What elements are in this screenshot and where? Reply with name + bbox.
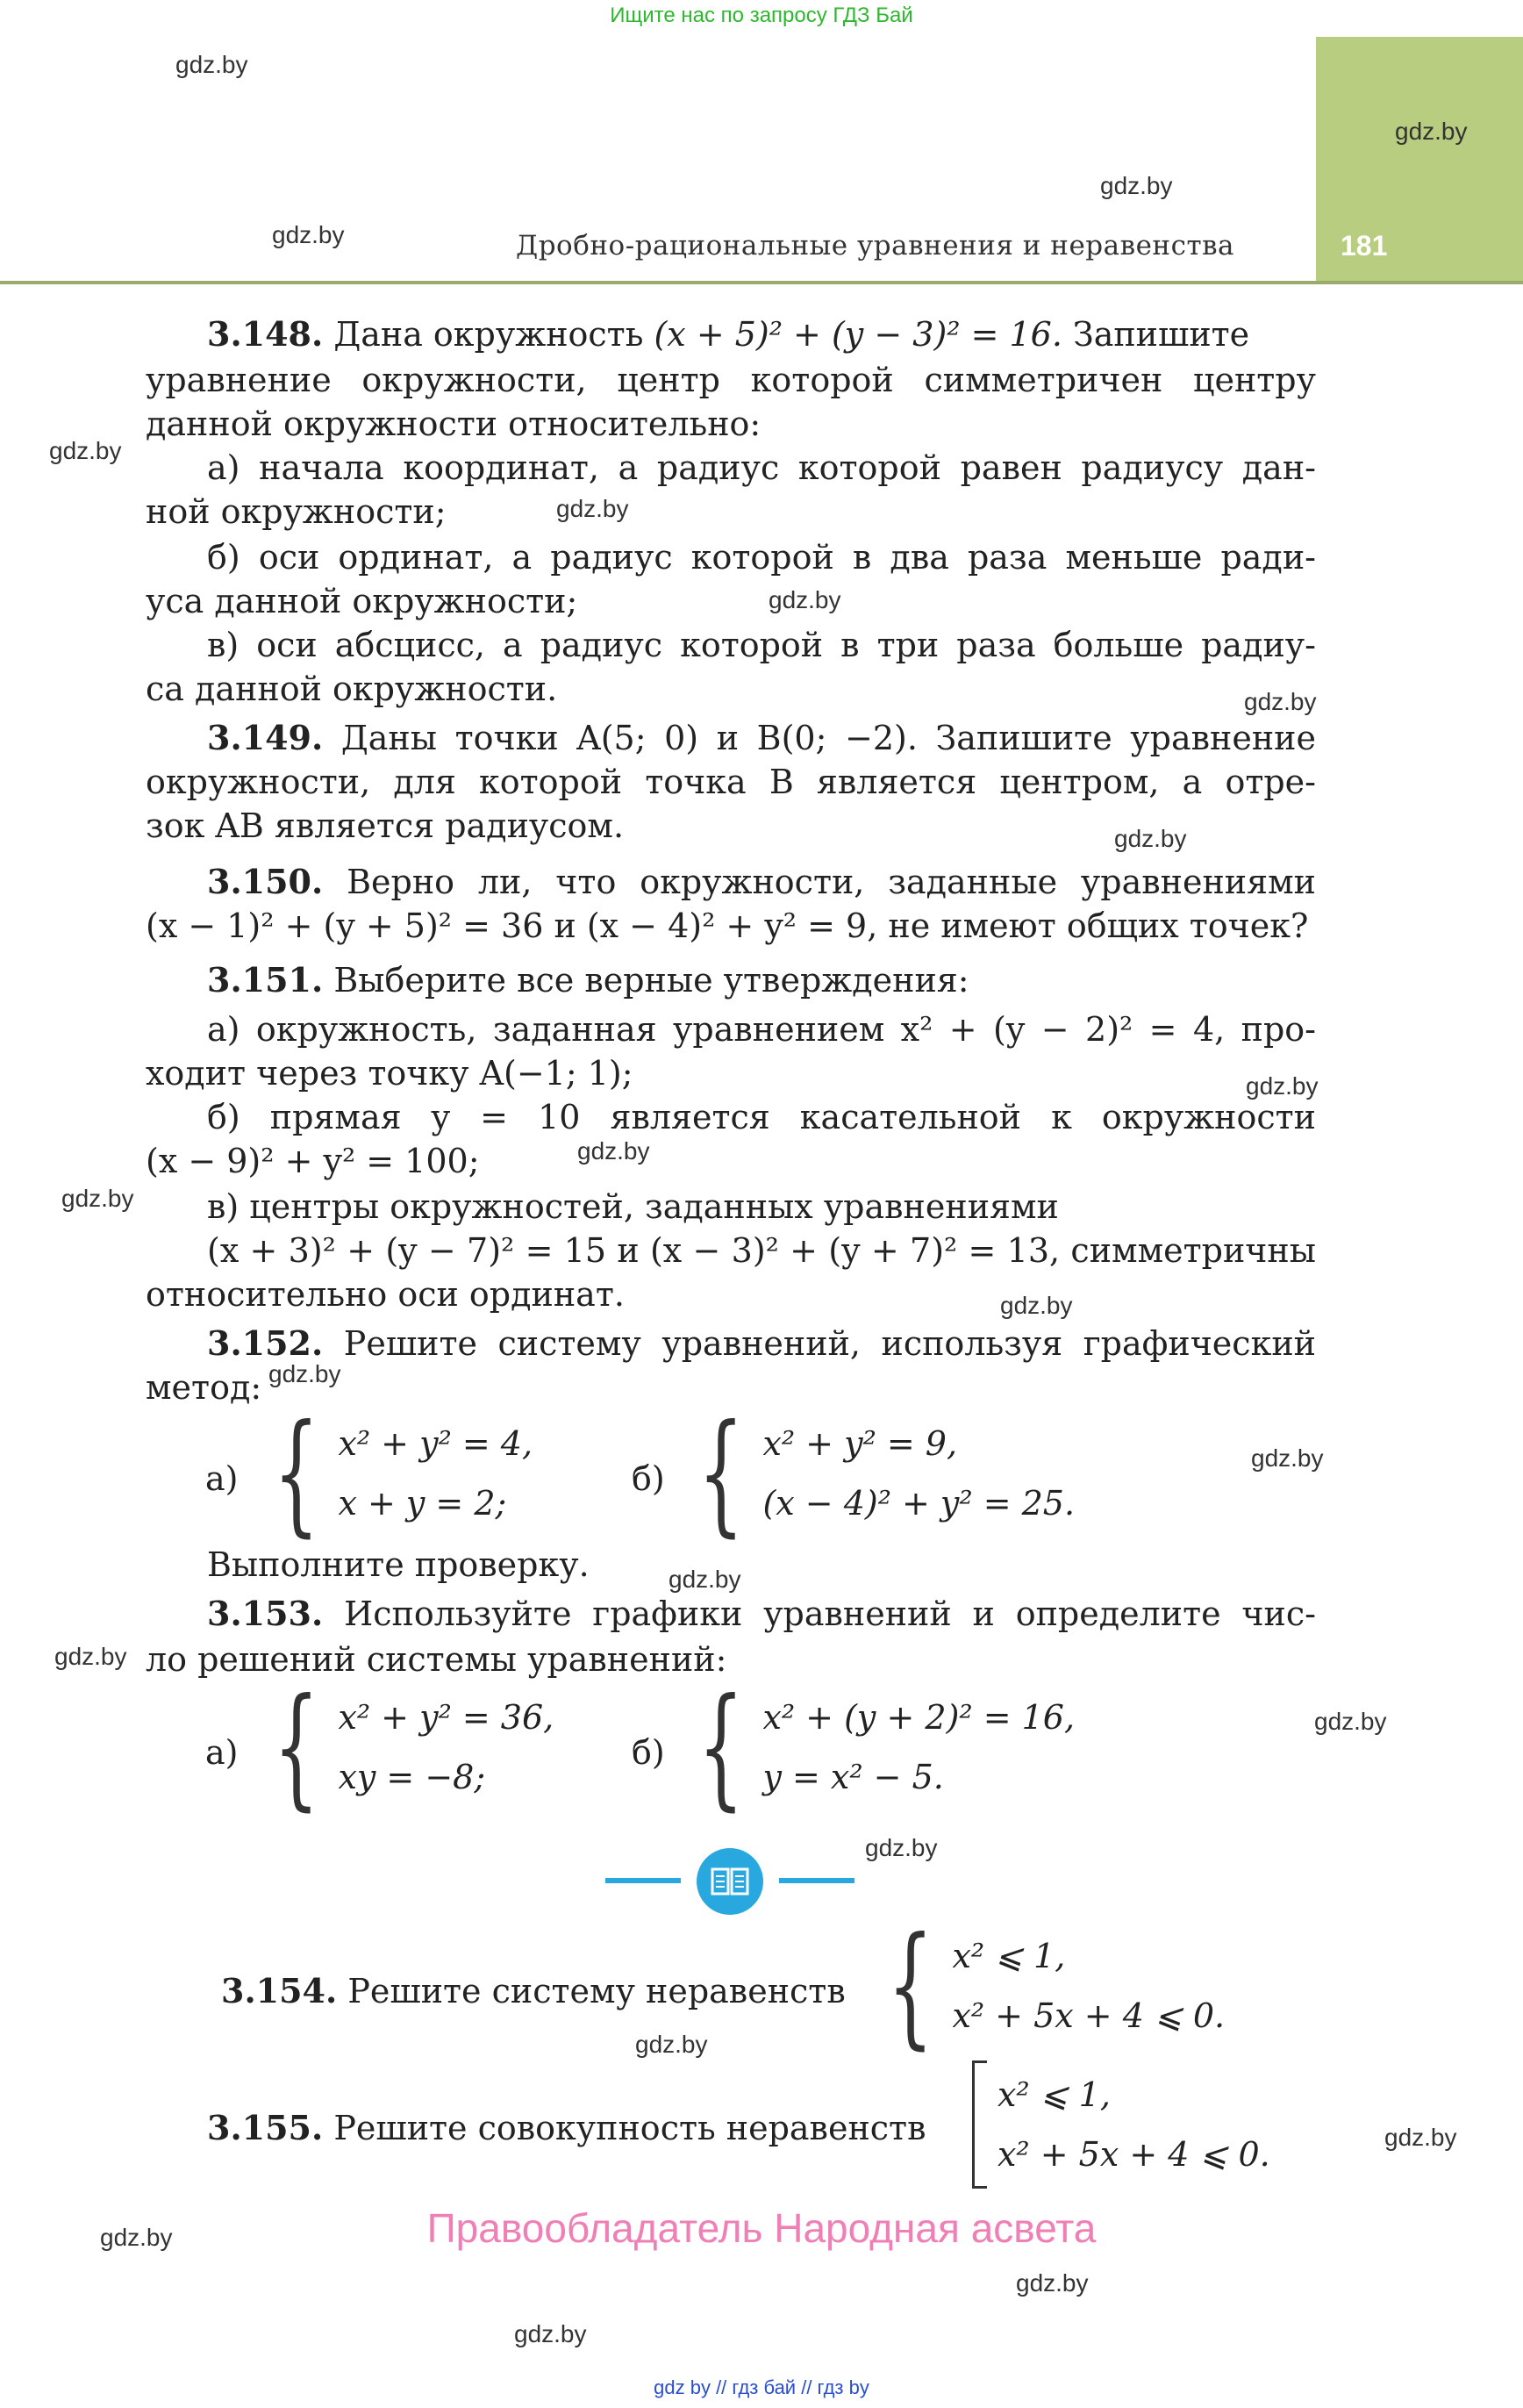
left-brace: { — [273, 1671, 319, 1824]
left-square-bracket — [972, 2060, 987, 2189]
system-a — [254, 1397, 533, 1550]
item-c: в) оси абсцисс, а радиус которой в три раза больше радиу- — [207, 626, 1316, 664]
item-b-cont: уса данной окружности; — [146, 582, 578, 620]
problem-3-150-line1: 3.150. Верно ли, что окружности, заданные уравнениями — [207, 862, 1316, 901]
equation: (x − 4)² + y² = 25. — [762, 1484, 1076, 1523]
system-b-label: б) — [632, 1459, 665, 1498]
problem-number: 3.149. — [207, 718, 324, 757]
watermark: gdz.by — [1114, 825, 1187, 852]
watermark: gdz.by — [1244, 688, 1317, 715]
item-b: б) прямая y = 10 является касательной к окружности — [207, 1098, 1316, 1136]
watermark: gdz.by — [1384, 2124, 1457, 2151]
watermark: gdz.by — [514, 2320, 587, 2347]
inequality: x² + 5x + 4 ⩽ 0. — [997, 2135, 1270, 2174]
item-c-cont: относительно оси ординат. — [146, 1275, 625, 1314]
equation: x² + y² = 36, — [338, 1698, 554, 1737]
problem-3-154: 3.154. Решите систему неравенств — [221, 1971, 846, 2010]
watermark: gdz.by — [272, 221, 345, 248]
inequality-system — [869, 1910, 1226, 2062]
left-brace: { — [697, 1671, 744, 1824]
problem-number: 3.152. — [207, 1323, 324, 1363]
problem-3-153-line1: 3.153. Используйте графики уравнений и определите чис- — [207, 1594, 1316, 1633]
problem-3-149-line1: 3.149. Даны точки A(5; 0) и B(0; −2). Запишите уравнение — [207, 718, 1316, 757]
equation: x² + y² = 9, — [762, 1424, 958, 1463]
watermark: gdz.by — [100, 2224, 173, 2251]
item-b-cont: (x − 9)² + y² = 100; — [146, 1142, 480, 1180]
watermark: gdz.by — [556, 495, 629, 522]
top-note: Ищите нас по запросу ГДЗ Бай — [610, 4, 913, 27]
equation: x + y = 2; — [338, 1484, 507, 1523]
problem-3-155: 3.155. Решите совокупность неравенств — [207, 2108, 926, 2147]
system-a — [254, 1671, 554, 1824]
watermark: gdz.by — [769, 586, 841, 613]
problem-number: 3.154. — [221, 1971, 338, 2010]
watermark: gdz.by — [865, 1834, 938, 1861]
left-brace: { — [887, 1910, 933, 2062]
item-c-cont: (x + 3)² + (y − 7)² = 15 и (x − 3)² + (y + 7)² = 13, симметричны — [207, 1231, 1316, 1270]
item-c-cont: са данной окружности. — [146, 670, 558, 708]
equation: x² + (y + 2)² = 16, — [762, 1698, 1076, 1737]
watermark: gdz.by — [49, 437, 122, 464]
watermark: gdz.by — [577, 1137, 650, 1165]
inequality-union — [972, 2060, 1270, 2189]
book-icon — [697, 1848, 763, 1915]
inequality: x² ⩽ 1, — [997, 2075, 1111, 2114]
item-a: а) начала координат, а радиус которой равен радиусу дан- — [207, 448, 1316, 487]
watermark: gdz.by — [268, 1360, 341, 1387]
item-a-cont: ной окружности; — [146, 492, 447, 531]
watermark: gdz.by — [61, 1185, 134, 1212]
item-a: а) окружность, заданная уравнением x² + (y − 2)² = 4, про- — [207, 1010, 1316, 1049]
item-b: б) оси ординат, а радиус которой в два раза меньше ради- — [207, 538, 1316, 577]
problem-text: зок AB является радиусом. — [146, 806, 625, 845]
left-brace: { — [273, 1397, 319, 1550]
system-b — [679, 1671, 1076, 1824]
system-a-label: а) — [205, 1733, 239, 1772]
header-rule — [0, 281, 1523, 284]
equation: y = x² − 5. — [762, 1758, 944, 1796]
equation: x² + y² = 4, — [338, 1424, 533, 1463]
divider-line-left — [605, 1878, 681, 1883]
inequality: x² ⩽ 1, — [952, 1937, 1066, 1975]
watermark: gdz.by — [1251, 1444, 1324, 1472]
problem-text: метод: — [146, 1368, 262, 1407]
watermark: gdz.by — [635, 2031, 708, 2058]
problem-number: 3.151. — [207, 960, 324, 1000]
watermark: gdz.by — [669, 1566, 741, 1593]
circle-equation: (x + 5)² + (y − 3)² = 16. — [654, 315, 1062, 354]
watermark: gdz.by — [1100, 172, 1173, 199]
watermark: gdz.by — [1246, 1072, 1319, 1100]
item-c: в) центры окружностей, заданных уравнениями — [207, 1187, 1059, 1226]
problem-3-152-line1: 3.152. Решите систему уравнений, используя графический — [207, 1323, 1316, 1363]
problem-number: 3.155. — [207, 2108, 324, 2147]
check-note: Выполните проверку. — [207, 1545, 590, 1584]
item-a-cont: ходит через точку A(−1; 1); — [146, 1054, 633, 1093]
problem-text: (x − 1)² + (y + 5)² = 36 и (x − 4)² + y² = 9, не имеют общих точек? — [146, 907, 1309, 945]
watermark: gdz.by — [1000, 1292, 1073, 1319]
problem-text: данной окружности относительно: — [146, 405, 762, 443]
problem-number: 3.150. — [207, 862, 324, 901]
problem-number: 3.153. — [207, 1594, 324, 1633]
system-b — [679, 1397, 1076, 1550]
watermark: gdz.by — [1016, 2269, 1089, 2297]
running-head: Дробно-рациональные уравнения и неравенства — [516, 230, 1235, 262]
system-b-label: б) — [632, 1733, 665, 1772]
footer-links[interactable]: gdz by // гдз бай // гдз by — [654, 2376, 869, 2398]
watermark: gdz.by — [54, 1643, 127, 1670]
inequality: x² + 5x + 4 ⩽ 0. — [952, 1996, 1226, 2035]
system-a-label: а) — [205, 1459, 239, 1498]
divider-line-right — [779, 1878, 854, 1883]
problem-3-148-line1: 3.148. Дана окружность (x + 5)² + (y − 3)² = 16. Запишите — [207, 314, 1250, 354]
problem-text: ло решений системы уравнений: — [146, 1640, 727, 1679]
equation: xy = −8; — [338, 1758, 486, 1796]
page-number: 181 — [1341, 230, 1388, 262]
watermark: gdz.by — [1395, 118, 1468, 145]
problem-text: окружности, для которой точка B является центром, а отре- — [146, 763, 1316, 801]
problem-number: 3.148. — [207, 314, 324, 354]
left-brace: { — [697, 1397, 744, 1550]
copyright-owner: Правообладатель Народная асвета — [426, 2205, 1097, 2251]
problem-text: уравнение окружности, центр которой симметричен центру — [146, 361, 1316, 399]
problem-3-151-line1: 3.151. Выберите все верные утверждения: — [207, 960, 969, 1000]
watermark: gdz.by — [175, 51, 248, 78]
watermark: gdz.by — [1314, 1708, 1387, 1735]
